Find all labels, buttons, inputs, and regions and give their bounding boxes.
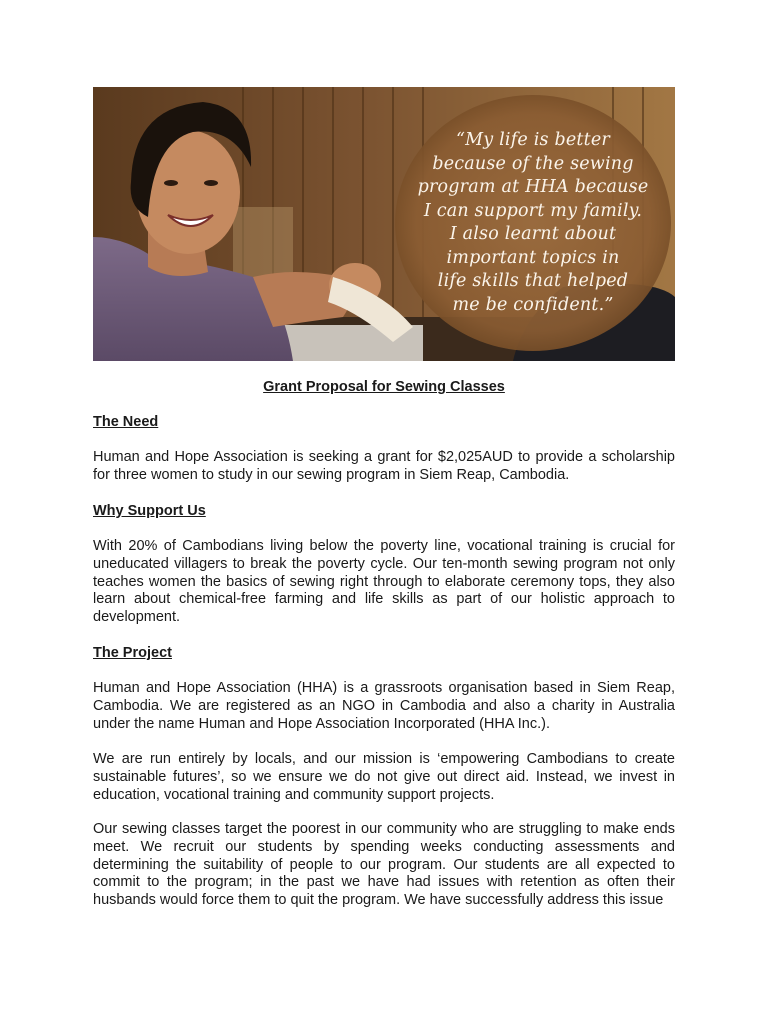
section-heading-why: Why Support Us xyxy=(93,503,206,519)
section-paragraph-project-3: Our sewing classes target the poorest in our community who are struggling to make ends meet. We recruit our students by spending weeks conducting assessments and determining the suitability of people to our program. Our students are all expected to commit to the program; in the past we have had issues with retention as often their husbands would force them to quit the program. We have successfully address this issue xyxy=(93,821,675,909)
section-paragraph-why: With 20% of Cambodians living below the poverty line, vocational training is crucial for uneducated villagers to break the poverty cycle. Our ten-month sewing program not only teaches women the basics of sewing right through to elaborate ceremony tops, they also learn about chemical-free farming and life skills as part of our holistic approach to development. xyxy=(93,538,675,626)
page-title: Grant Proposal for Sewing Classes xyxy=(263,379,505,395)
quote-overlay xyxy=(398,96,668,350)
testimonial-quote: “My life is better because of the sewing program at HHA because I can support my family. I also learnt about important topics in life skills that helped me be confident.” xyxy=(417,130,649,315)
section-heading-need: The Need xyxy=(93,414,159,430)
section-paragraph-project-2: We are run entirely by locals, and our mission is ‘empowering Cambodians to create sustainable futures’, so we ensure we do not give out direct aid. Instead, we invest in education, vocational training and community support projects. xyxy=(93,751,675,803)
section-paragraph-need: Human and Hope Association is seeking a grant for $2,025AUD to provide a scholarship for three women to study in our sewing program in Siem Reap, Cambodia. xyxy=(93,449,675,483)
section-heading-project: The Project xyxy=(93,645,172,661)
section-paragraph-project-1: Human and Hope Association (HHA) is a grassroots organisation based in Siem Reap, Cambodia. We are registered as an NGO in Cambodia and also a charity in Australia under the name Human and Hope Association Incorporated (HHA Inc.). xyxy=(93,680,675,732)
